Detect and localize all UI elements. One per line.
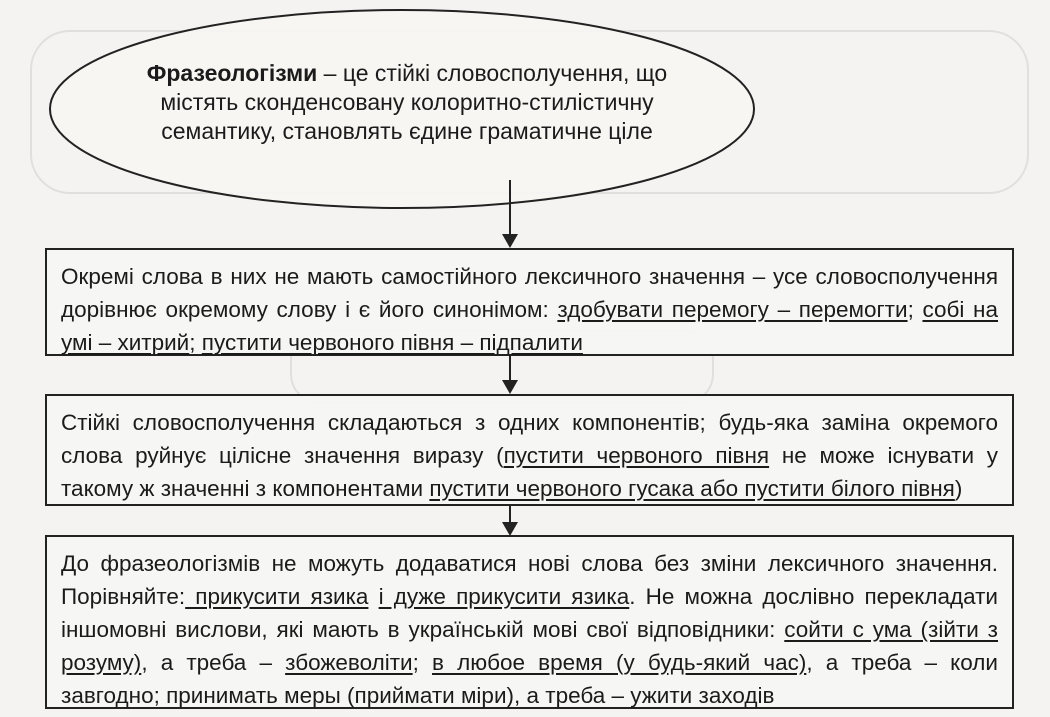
definition-term: Фразеологізми [146,60,318,86]
feature-box-1 [45,248,1014,356]
segment: До фразеологізмів не можуть додаватися нові слова без зміни лексичного значення. Порівняйте: [61,551,998,609]
segment: , а треба – коли завгодно; принимать меры (приймати міри), а треба – ужити заходів [61,650,998,708]
arrow-down-icon [502,522,518,536]
segment: . Не можна дослівно перекладати іншомовні вислови, які мають в українській мові свої відповідники: [61,584,998,642]
definition-oval [47,7,757,211]
definition-text [127,59,687,146]
feature-box-2 [45,394,1014,506]
feature-box-3 [45,535,1014,709]
example-underlined: пустити червоного півня – підпалити [201,330,583,355]
segment: Стійкі словосполучення складаються з одних компонентів; будь-яка заміна окремого слова руйнує цілісне значення виразу ( [61,410,998,468]
example-underlined: здобувати перемогу – перемогти [557,297,908,322]
segment [368,584,378,609]
segment: ; [907,297,923,322]
segment: , а треба – [141,650,286,675]
arrow-down-icon [502,234,518,248]
arrow-down-icon [502,380,518,394]
example-underlined: сойти с ума (зійти з розуму) [61,617,998,675]
connector-line-1 [509,180,511,236]
example-underlined: собі на умі – хитрий [61,297,998,355]
definition-body: – це стійкі словосполучення, що містять сконденсовану колоритно-стилістичну семантику, становлять єдине граматичне ціле [160,60,668,144]
example-underlined: пустити червоного гусака або пустити білого півня [429,476,955,501]
segment: ; [412,650,433,675]
segment: Окремі слова в них не мають самостійного лексичного значення – усе словосполучення дорівнює окремому слову і є його синонімом: [61,264,998,322]
example-underlined: прикусити язика [185,584,369,609]
segment: ) [954,476,963,501]
segment: ; [189,330,202,355]
example-underlined: і дуже прикусити язика [378,584,630,609]
example-underlined: пустити червоного півня [503,443,770,468]
segment: не може існувати у такому ж значенні з компонентами [61,443,999,501]
example-underlined: збожеволіти [285,650,413,675]
connector-line-2 [509,356,511,382]
example-underlined: в любое время (у будь-який час) [432,650,807,675]
